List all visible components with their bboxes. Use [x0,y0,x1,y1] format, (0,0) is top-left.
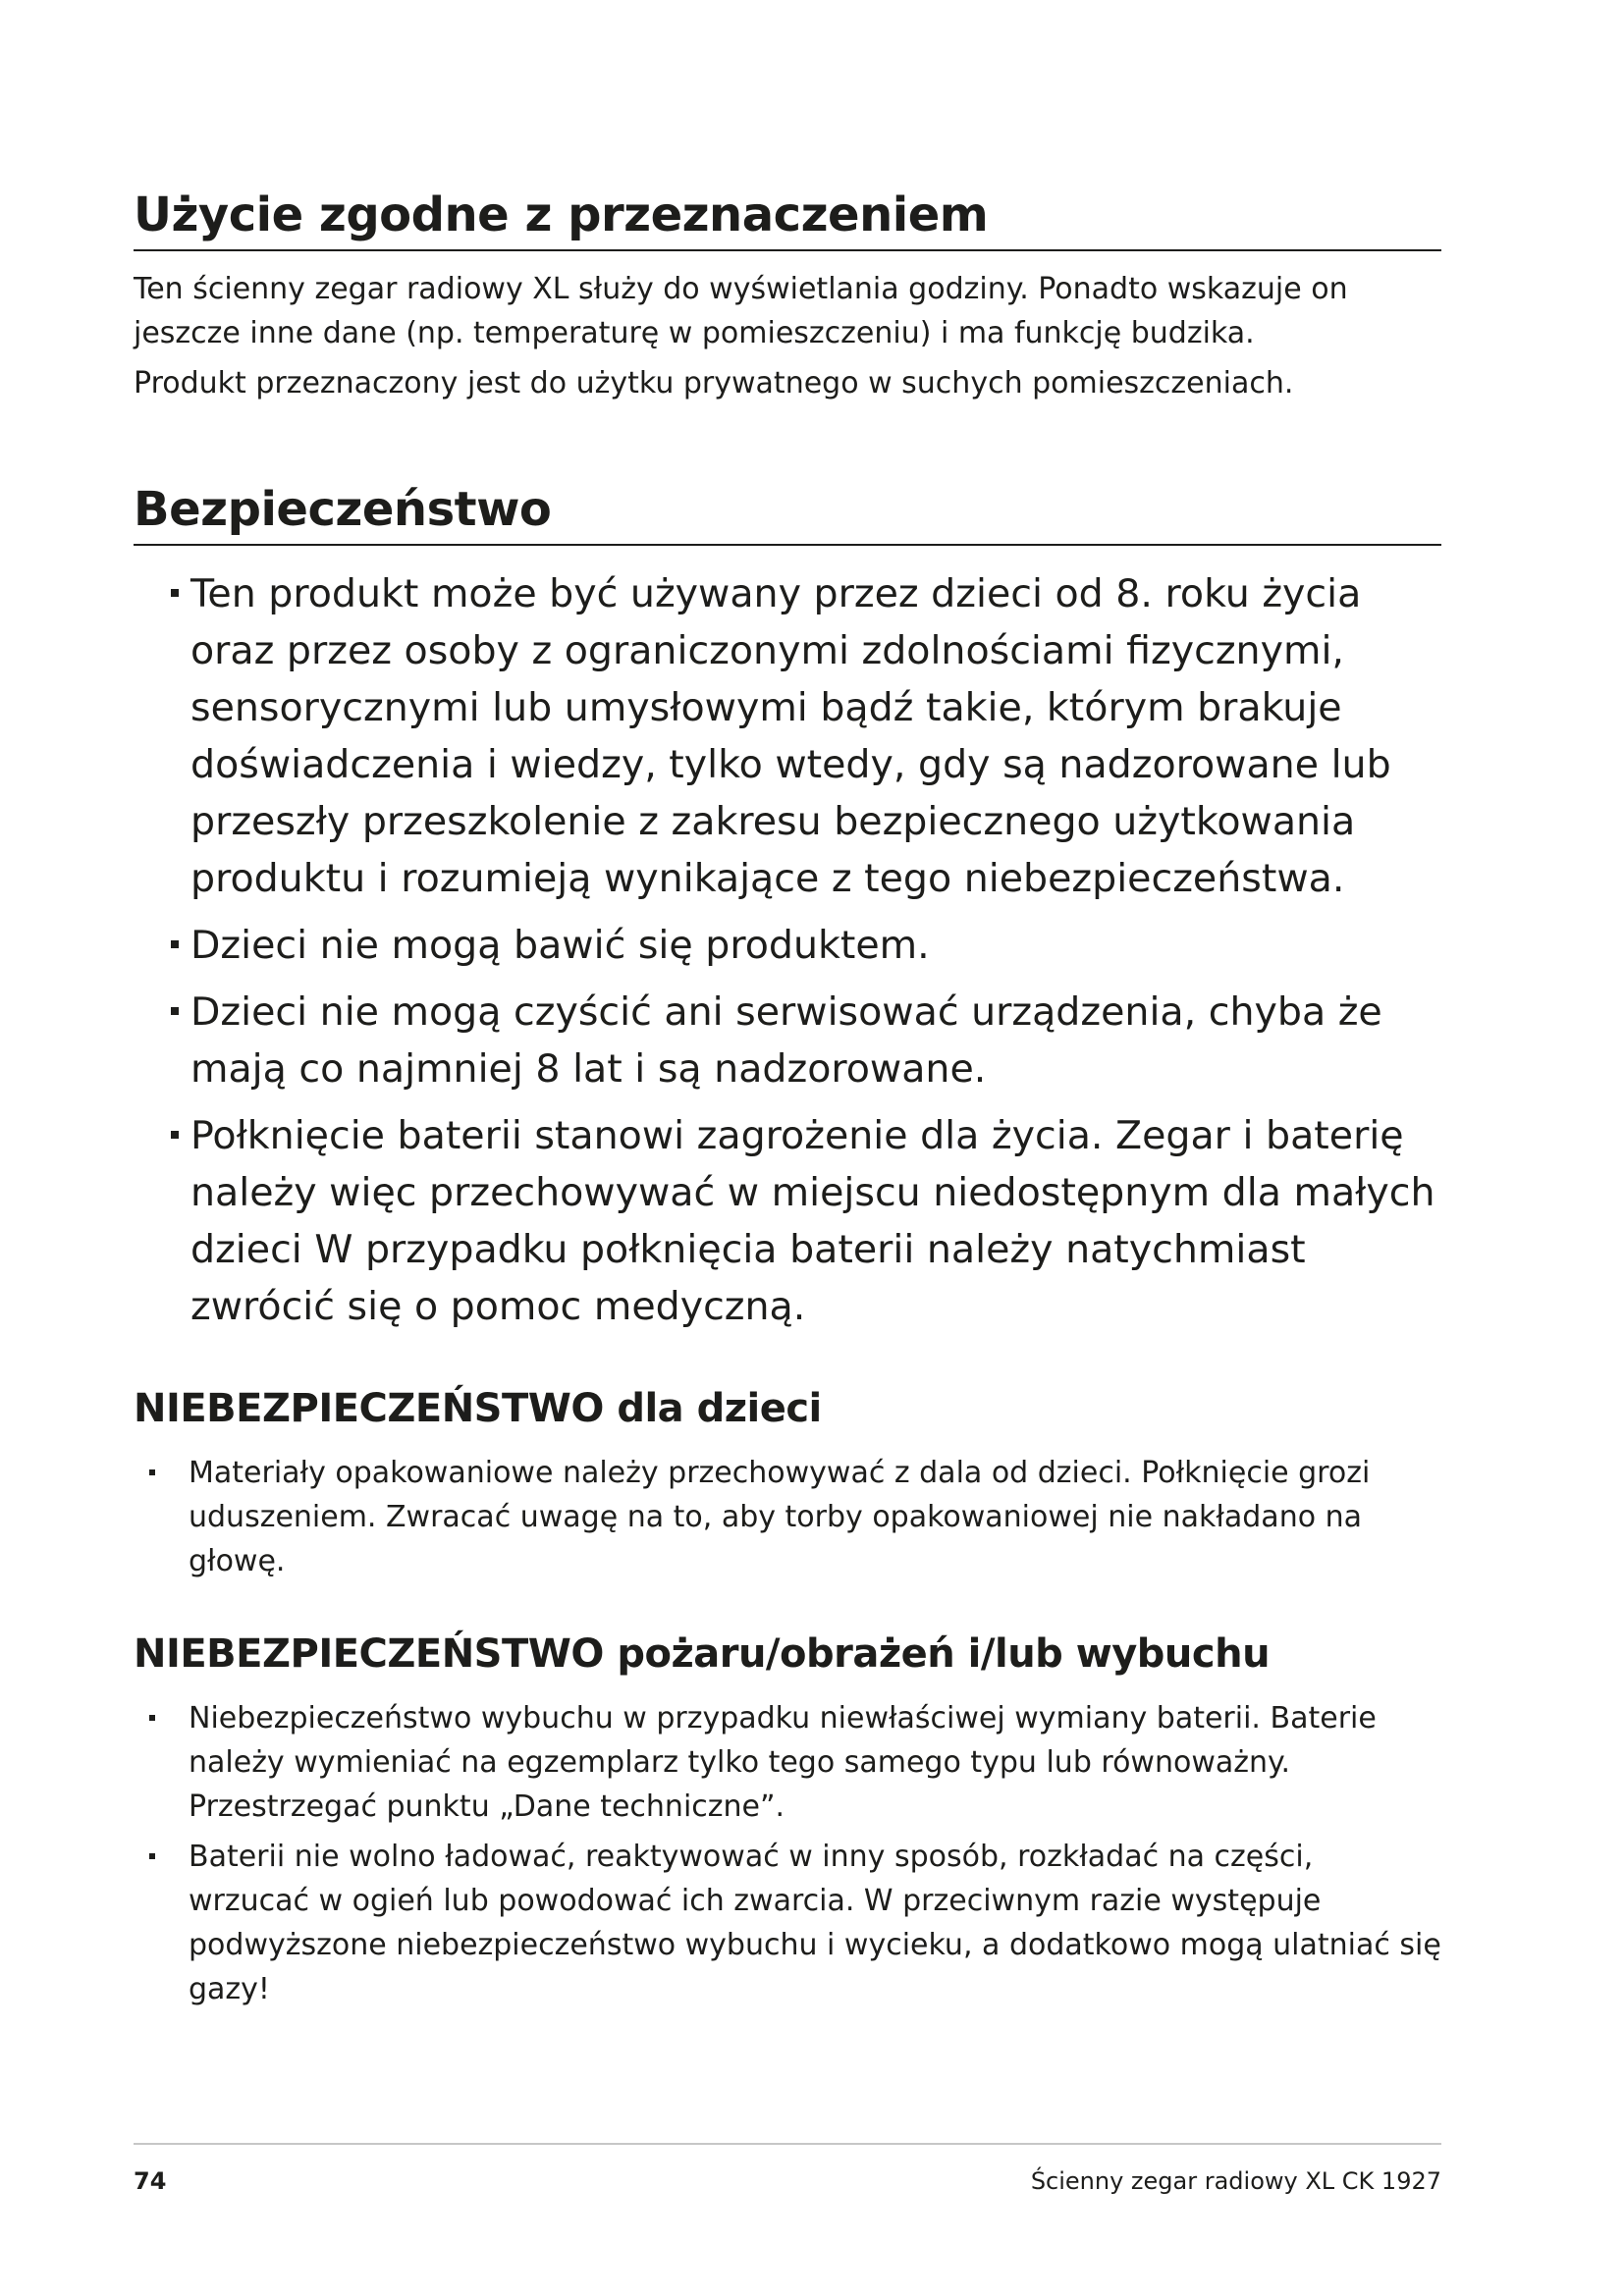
bullet-icon [149,1715,155,1721]
list-item: Ten produkt może być używany przez dzieci od 8. roku życia oraz przez osoby z ograniczonymi zdolnościami fizycznymi, sensorycznymi lub umysłowymi bądź takie, którym brakuje doświadczenia i wiedzy, tylko wtedy, gdy są nadzorowane lub przeszły przeszkolenie z zakresu bezpiecznego użytkowania produktu i rozumieją wynikające z tego niebezpieczeństwa. [134,565,1441,907]
list-item: Dzieci nie mogą czyścić ani serwisować urządzenia, chyba że mają co najmniej 8 lat i są nadzorowane. [134,984,1441,1097]
section-danger-children [134,1384,1441,1589]
section-title-danger-children: NIEBEZPIECZEŃSTWO dla dzieci [134,1386,822,1431]
list-item: Niebezpieczeństwo wybuchu w przypadku niewłaściwej wymiany baterii. Baterie należy wymieniać na egzemplarz tylko tego samego typu lub równoważny. Przestrzegać punktu „Dane techniczne”. [134,1696,1441,1829]
page-footer [134,2143,1441,2195]
bullet-icon [171,1131,179,1139]
manual-page [134,0,1441,2296]
bullet-icon [171,1007,179,1015]
bullet-icon [149,1853,155,1859]
section-intended-use [134,187,1441,405]
bullet-icon [149,1469,155,1475]
bullet-icon [171,589,179,597]
document-title: Ścienny zegar radiowy XL CK 1927 [1030,2167,1441,2195]
list-item: Dzieci nie mogą bawić się produktem. [134,917,1441,974]
intended-use-paragraph-2: Produkt przeznaczony jest do użytku prywatnego w suchych pomieszczeniach. [134,366,1294,400]
section-danger-fire [134,1629,1441,2017]
bullet-icon [171,940,179,948]
section-safety [134,481,1441,1345]
list-item: Połknięcie baterii stanowi zagrożenie dla życia. Zegar i baterię należy więc przechowywać w miejscu niedostępnym dla małych dzieci W przypadku połknięcia baterii należy natychmiast zwrócić się o pomoc medyczną. [134,1107,1441,1335]
list-item: Materiały opakowaniowe należy przechowywać z dala od dzieci. Połknięcie grozi uduszeniem. Zwracać uwagę na to, aby torby opakowaniowej nie nakładano na głowę. [134,1451,1441,1583]
section-title-danger-fire: NIEBEZPIECZEŃSTWO pożaru/obrażeń i/lub wybuchu [134,1631,1271,1677]
safety-list [134,565,1441,1335]
section-title-intended-use: Użycie zgodne z przeznaczeniem [134,187,1441,251]
danger-children-list [134,1451,1441,1583]
danger-fire-list [134,1696,1441,2011]
intended-use-paragraph-1: Ten ścienny zegar radiowy XL służy do wyświetlania godziny. Ponadto wskazuje on jeszcze inne dane (np. temperaturę w pomieszczeniu) i ma funkcję budzika. [134,272,1348,350]
section-title-safety: Bezpieczeństwo [134,481,1441,546]
list-item: Baterii nie wolno ładować, reaktywować w inny sposób, rozkładać na części, wrzucać w ogień lub powodować ich zwarcia. W przeciwnym razie występuje podwyższone niebezpieczeństwo wybuchu i wycieku, a dodatkowo mogą ulatniać się gazy! [134,1835,1441,2011]
page-number: 74 [134,2167,167,2195]
